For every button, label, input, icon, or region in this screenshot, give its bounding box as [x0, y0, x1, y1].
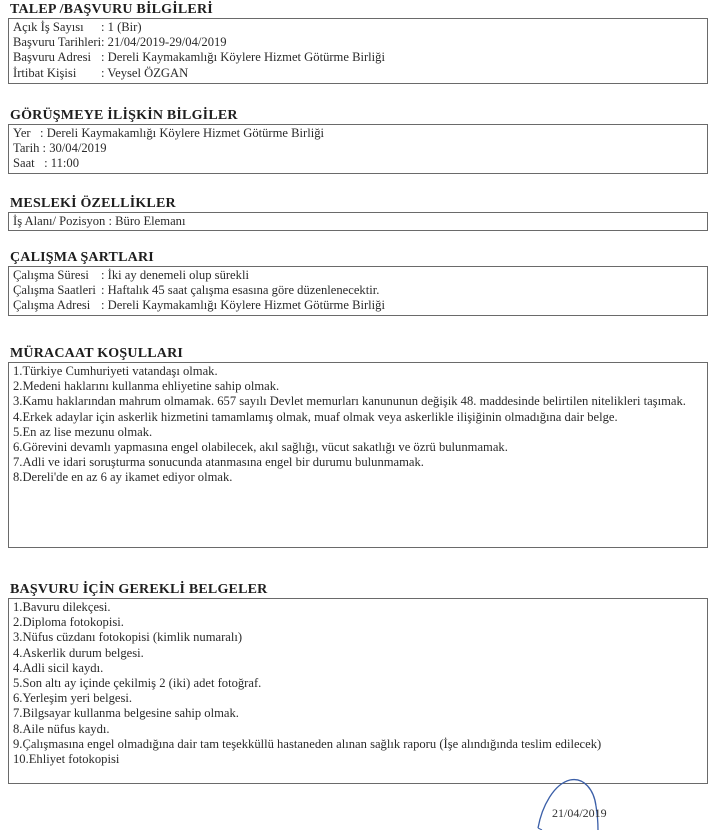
row-label: Başvuru Tarihleri	[13, 35, 102, 50]
row-label: İrtibat Kişisi	[13, 65, 77, 80]
info-box	[8, 266, 708, 316]
section-title: MESLEKİ ÖZELLİKLER	[10, 196, 176, 211]
info-row	[13, 35, 703, 50]
section-title: GÖRÜŞMEYE İLİŞKİN BİLGİLER	[10, 108, 238, 123]
list-item: 5.En az lise mezunu olmak.	[13, 424, 153, 439]
list-item: 2.Diploma fotokopisi.	[13, 615, 124, 630]
list-item: 2.Medeni haklarını kullanma ehliyetine sahip olmak.	[13, 379, 280, 394]
list-item: 4.Erkek adaylar için askerlik hizmetini tamamlamış olmak, muaf olmak veya askerlikle ilişiğinin olmadığına dair belge.	[13, 409, 618, 424]
list-item: 7.Adli ve idari soruşturma sonucunda atanmasına engel bir durumu bulunmamak.	[13, 455, 424, 470]
row-label: Başvuru Adresi	[13, 50, 92, 65]
list-item: 4.Askerlik durum belgesi.	[13, 645, 144, 660]
info-row	[13, 283, 703, 298]
info-row	[13, 50, 703, 65]
section-gerekli-belgeler	[8, 582, 708, 784]
list-item: 3.Nüfus cüzdanı fotokopisi (kimlik numaralı)	[13, 630, 243, 645]
list-box	[8, 362, 708, 548]
section-calisma-sartlari	[8, 250, 708, 316]
list-item: 9.Çalışmasına engel olmadığına dair tam teşekküllü hastaneden alınan sağlık raporu (İşe alındığında teslim edilecek)	[13, 736, 602, 751]
info-row: İş Alanı/ Pozisyon : Büro Elemanı	[13, 214, 186, 228]
row-value: : Dereli Kaymakamlığı Köylere Hizmet Götürme Birliği	[101, 50, 385, 65]
section-title: MÜRACAAT KOŞULLARI	[10, 346, 184, 361]
section-muracaat-kosullari	[8, 346, 708, 548]
list-item: 8.Aile nüfus kaydı.	[13, 721, 110, 736]
section-gorusme-bilgileri	[8, 108, 708, 174]
info-row	[13, 66, 703, 81]
info-row	[13, 20, 703, 35]
row-value: : 21/04/2019-29/04/2019	[101, 35, 227, 50]
info-box	[8, 212, 708, 231]
row-value: : Dereli Kaymakamlığı Köylere Hizmet Götürme Birliği	[101, 298, 385, 313]
row-value: : Haftalık 45 saat çalışma esasına göre düzenlenecektir.	[101, 283, 380, 298]
info-row: Saat : 11:00	[13, 156, 79, 171]
list-item: 1.Türkiye Cumhuriyeti vatandaşı olmak.	[13, 364, 218, 378]
info-row	[13, 268, 703, 283]
row-label: Çalışma Adresi	[13, 298, 91, 313]
row-label: Çalışma Saatleri	[13, 283, 96, 298]
list-item: 3.Kamu haklarından mahrum olmamak. 657 sayılı Devlet memurları kanununun değişik 48. maddesinde belirtilen nitelikleri taşımak.	[13, 394, 686, 409]
signature-date: 21/04/2019	[552, 806, 607, 820]
list-item: 4.Adli sicil kaydı.	[13, 660, 104, 675]
section-title: ÇALIŞMA ŞARTLARI	[10, 250, 154, 265]
row-label: Çalışma Süresi	[13, 268, 89, 282]
info-row: Yer : Dereli Kaymakamlığı Köylere Hizmet Götürme Birliği	[13, 126, 325, 140]
section-title: TALEP /BAŞVURU BİLGİLERİ	[10, 2, 213, 17]
list-box	[8, 598, 708, 784]
info-box	[8, 18, 708, 84]
list-item: 10.Ehliyet fotokopisi	[13, 752, 120, 767]
list-item: 5.Son altı ay içinde çekilmiş 2 (iki) adet fotoğraf.	[13, 676, 262, 691]
list-item: 8.Dereli'de en az 6 ay ikamet ediyor olmak.	[13, 470, 233, 485]
row-label: Açık İş Sayısı	[13, 20, 84, 34]
info-row	[13, 298, 703, 313]
row-value: : İki ay denemeli olup sürekli	[101, 268, 249, 282]
row-value: : 1 (Bir)	[101, 20, 142, 34]
list-item: 1.Bavuru dilekçesi.	[13, 600, 111, 614]
section-basvuru-bilgileri	[8, 2, 708, 84]
section-title: BAŞVURU İÇİN GEREKLİ BELGELER	[10, 582, 268, 597]
signature-mark	[532, 776, 612, 830]
list-item: 6.Görevini devamlı yapmasına engel olabilecek, akıl sağlığı, vücut sakatlığı ve özrü bulunmamak.	[13, 440, 508, 455]
list-item: 6.Yerleşim yeri belgesi.	[13, 691, 133, 706]
row-value: : Veysel ÖZGAN	[101, 65, 189, 80]
info-row: Tarih : 30/04/2019	[13, 141, 107, 156]
list-item: 7.Bilgsayar kullanma belgesine sahip olmak.	[13, 706, 239, 721]
info-box	[8, 124, 708, 174]
section-mesleki-ozellikler	[8, 196, 708, 231]
